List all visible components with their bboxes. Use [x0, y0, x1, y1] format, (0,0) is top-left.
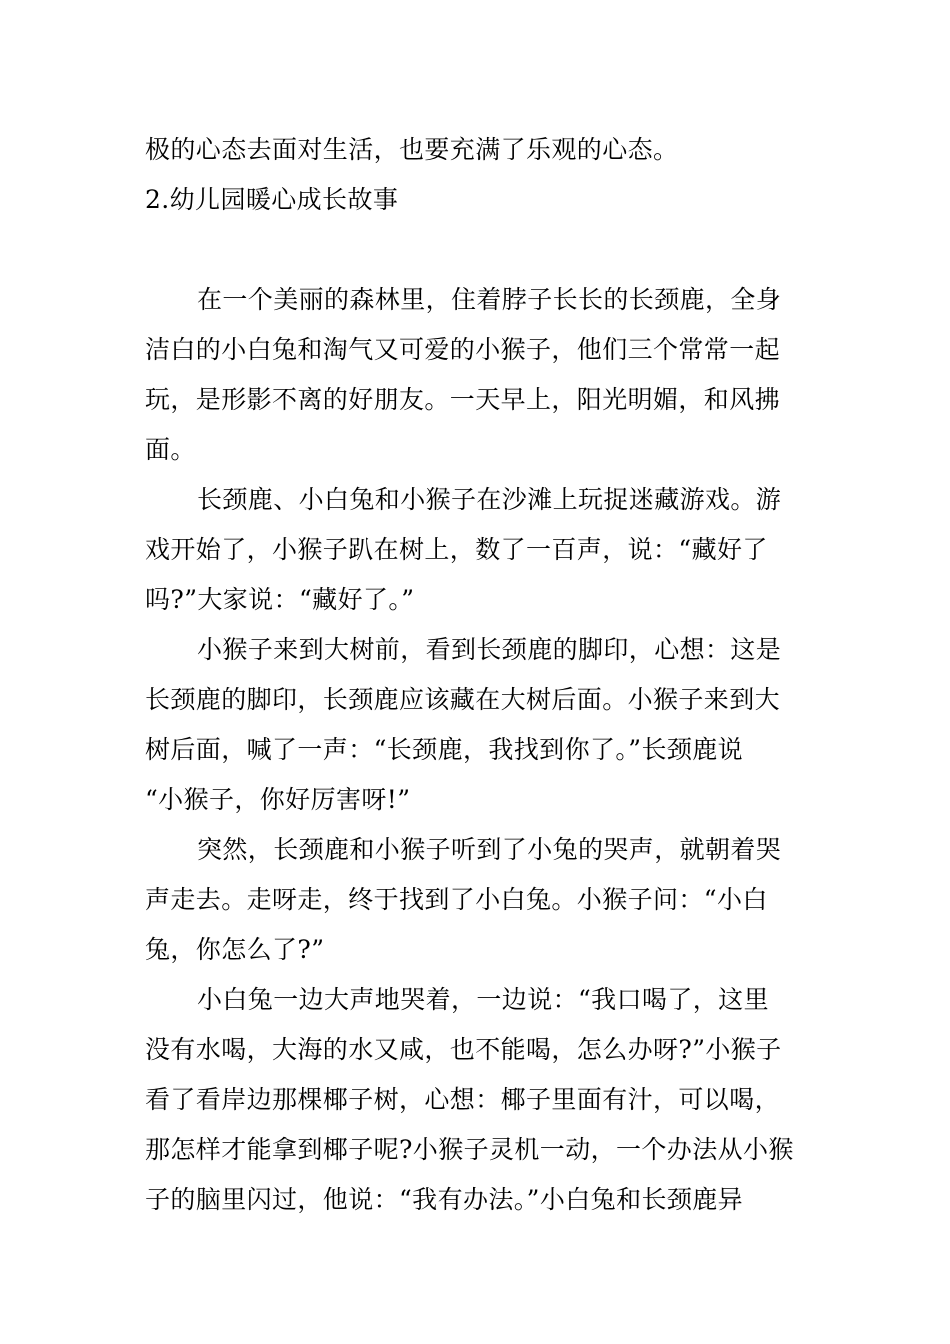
text-line: 小白兔一边大声地哭着，一边说：“我口喝了，这里 — [197, 985, 769, 1014]
text-line: 那怎样才能拿到椰子呢?小猴子灵机一动，一个办法从小猴 — [145, 1135, 794, 1164]
text-line: 没有水喝，大海的水又咸，也不能喝，怎么办呀?”小猴子 — [145, 1035, 782, 1064]
text-line: “小猴子，你好厉害呀!” — [145, 785, 411, 814]
text-line: 玩，是形影不离的好朋友。一天早上，阳光明媚，和风拂 — [145, 385, 781, 414]
text-line: 吗?”大家说：“藏好了。” — [145, 585, 415, 614]
text-line: 面。 — [145, 435, 196, 464]
text-line: 子的脑里闪过，他说：“我有办法。”小白兔和长颈鹿异 — [145, 1185, 744, 1214]
text-line: 长颈鹿的脚印，长颈鹿应该藏在大树后面。小猴子来到大 — [145, 685, 781, 714]
text-line: 树后面，喊了一声：“长颈鹿，我找到你了。”长颈鹿说 — [145, 735, 744, 764]
text-line: 洁白的小白兔和淘气又可爱的小猴子，他们三个常常一起 — [145, 335, 781, 364]
text-line: 小猴子来到大树前，看到长颈鹿的脚印，心想：这是 — [197, 635, 782, 664]
text-line: 在一个美丽的森林里，住着脖子长长的长颈鹿，全身 — [197, 285, 782, 314]
text-line: 极的心态去面对生活，也要充满了乐观的心态。 — [145, 135, 679, 164]
text-line: 突然，长颈鹿和小猴子听到了小兔的哭声，就朝着哭 — [197, 835, 782, 864]
text-line: 看了看岸边那棵椰子树，心想：椰子里面有汁，可以喝， — [145, 1085, 781, 1114]
text-line: 兔，你怎么了?” — [145, 935, 325, 964]
text-line: 戏开始了，小猴子趴在树上，数了一百声，说：“藏好了 — [145, 535, 768, 564]
text-line: 长颈鹿、小白兔和小猴子在沙滩上玩捉迷藏游戏。游 — [197, 485, 782, 514]
section-heading: 2.幼儿园暖心成长故事 — [145, 185, 399, 214]
text-line: 声走去。走呀走，终于找到了小白兔。小猴子问：“小白 — [145, 885, 768, 914]
